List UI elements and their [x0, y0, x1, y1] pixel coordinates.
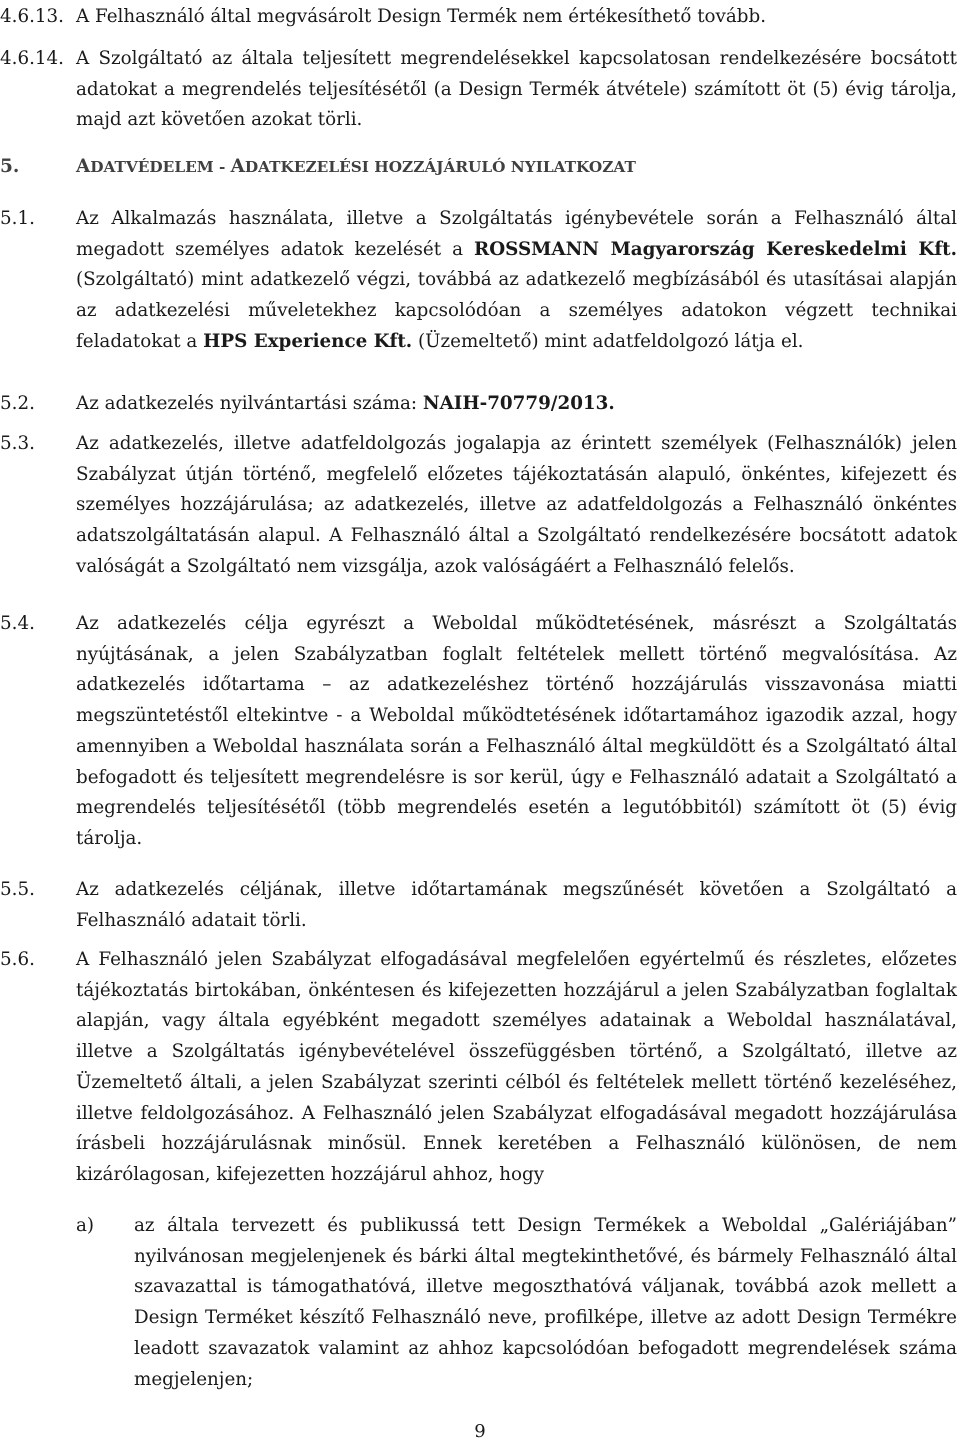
section-number: 5.1.	[0, 208, 35, 229]
section-number: 4.6.13.	[0, 6, 64, 27]
section-5-4	[0, 609, 957, 855]
section-text: Az adatkezelés céljának, illetve időtartamának megszűnését követően a Szolgáltató a Felhasználó adatait törli.	[76, 879, 957, 931]
chapter-5-heading	[0, 152, 957, 183]
section-4-6-13	[0, 2, 957, 33]
chapter-title: ADATVÉDELEM - ADATKEZELÉSI HOZZÁJÁRULÓ NYILATKOZAT	[76, 156, 636, 177]
section-number: 5.2.	[0, 393, 35, 414]
company-name: ROSSMANN Magyarország Kereskedelmi Kft.	[474, 238, 957, 260]
section-5-6	[0, 945, 957, 1191]
section-text: Az adatkezelés célja egyrészt a Weboldal működtetésének, másrészt a Szolgáltatás nyújtásának, a jelen Szabályzatban foglalt feltételek mellett történő megvalósítása. Az adatkezelés időtartama – az adatkezeléshez történő hozzájárulás visszavonása miatti megszüntetéstől eltekintve - a Weboldal működtetésének időtartamához igazodik azzal, hogy amennyiben a Weboldal használata során a Felhasználó által megküldött és a Szolgáltató által befogadott és teljesített megrendelésre is sor kerül, úgy e Felhasználó adatait a Szolgáltató a megrendelés teljesítésétől (több megrendelés esetén a legutóbbitól) számított öt (5) évig tárolja.	[76, 613, 957, 849]
section-text: A Felhasználó által megvásárolt Design Termék nem értékesíthető tovább.	[76, 6, 766, 27]
list-item-a	[0, 1211, 957, 1395]
section-4-6-14	[0, 44, 957, 136]
section-number: 5.5.	[0, 879, 35, 900]
list-marker: a)	[76, 1215, 95, 1236]
section-text: A Szolgáltató az általa teljesített megrendelésekkel kapcsolatosan rendelkezésére bocsátott adatokat a megrendelés teljesítésétől (a Design Termék átvétele) számított öt (5) évig tárolja, majd azt követően azokat törli.	[76, 48, 957, 131]
section-5-1	[0, 204, 957, 358]
page-number: 9	[474, 1421, 486, 1442]
section-number: 5.6.	[0, 949, 35, 970]
section-5-3	[0, 429, 957, 583]
section-number: 5.3.	[0, 433, 35, 454]
list-item-text: az általa tervezett és publikussá tett Design Termékek a Weboldal „Galériájában” nyilvánosan megjelenjenek és bárki által megtekinthetővé, és bármely Felhasználó által szavazattal is támogathatóvá, illetve megoszthatóvá váljanak, továbbá azok mellett a Design Terméket készítő Felhasználó neve, profilképe, illetve az adott Design Termékre leadott szavazatok valamint az ahhoz kapcsolódóan befogadott megrendelések száma megjelenjen;	[134, 1215, 957, 1390]
registration-number: NAIH-70779/2013.	[422, 393, 615, 414]
section-text: Az adatkezelés, illetve adatfeldolgozás jogalapja az érintett személyek (Felhasználók) jelen Szabályzat útján történő, megfelelő előzetes tájékoztatásán alapuló, önkéntes, kifejezett és személyes hozzájárulása; az adatkezelés, illetve az adatfeldolgozás a Felhasználó önkéntes adatszolgáltatásán alapul. A Felhasználó által a Szolgáltató rendelkezésére bocsátott adatok valóságát a Szolgáltató nem vizsgálja, azok valóságáért a Felhasználó felelős.	[76, 433, 957, 577]
processor-name: HPS Experience Kft.	[203, 330, 413, 352]
section-text: Az Alkalmazás használata, illetve a Szolgáltatás igénybevétele során a Felhasználó által megadott személyes adatok kezelését a ROSSMANN Magyarország Kereskedelmi Kft. (Szolgáltató) mint adatkezelő végzi, továbbá az adatkezelő megbízásából és utasításai alapján az adatkezelési műveletekhez kapcsolódóan a személyes adatokon végzett technikai feladatokat a HPS Experience Kft. (Üzemeltető) mint adatfeldolgozó látja el.	[76, 208, 957, 352]
section-text: Az adatkezelés nyilvántartási száma: NAIH-70779/2013.	[76, 393, 615, 414]
section-5-5	[0, 875, 957, 936]
section-number: 4.6.14.	[0, 48, 64, 69]
section-5-2	[0, 389, 957, 420]
section-text: A Felhasználó jelen Szabályzat elfogadásával megfelelően egyértelmű és részletes, előzetes tájékoztatás birtokában, önkéntesen és kifejezetten hozzájárul a jelen Szabályzatban foglaltak alapján, vagy általa egyébként megadott személyes adatainak a Weboldal használatával, illetve a Szolgáltatás igénybevételével összefüggésben történő, a Szolgáltató, illetve az Üzemeltető általi, a jelen Szabályzat szerinti célból és feltételek mellett történő kezeléséhez, illetve feldolgozásához. A Felhasználó jelen Szabályzat elfogadásával megadott hozzájárulása írásbeli hozzájárulásnak minősül. Ennek keretében a Felhasználó különösen, de nem kizárólagosan, kifejezetten hozzájárul ahhoz, hogy	[76, 949, 957, 1185]
section-number: 5.4.	[0, 613, 35, 634]
chapter-number: 5.	[0, 156, 20, 177]
